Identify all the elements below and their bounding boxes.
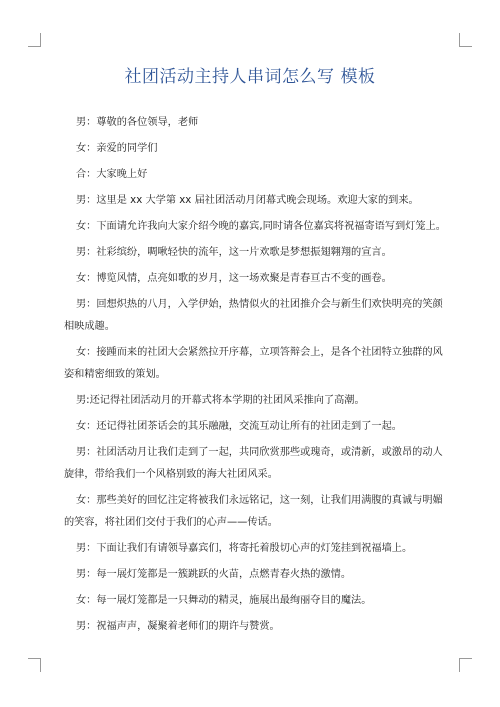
crop-mark-bottom-left xyxy=(40,658,41,672)
paragraph: 女：每一展灯笼都是一只舞动的精灵，施展出最绚丽夺目的魔法。 xyxy=(76,595,372,606)
paragraph: 女：接踵而来的社团大会紧然拉开序幕，立项答辩会上，是各个社团特立独群的风姿和精密细致的策划。 xyxy=(64,347,443,380)
crop-mark-bottom-right xyxy=(459,658,460,672)
paragraph: 女：亲爱的同学们 xyxy=(76,143,158,154)
crop-mark-top-right xyxy=(459,46,472,47)
document-title: 社团活动主持人串词怎么写 模板 xyxy=(124,67,376,87)
paragraph: 男：下面让我们有请领导嘉宾们，将寄托着殷切心声的灯笼挂到祝福墙上。 xyxy=(76,543,413,554)
paragraph: 男：祝福声声，凝聚着老师们的期许与赞赏。 xyxy=(76,621,280,632)
paragraph: 女：还记得社团茶话会的其乐融融，交流互动让所有的社团走到了一起。 xyxy=(76,421,402,432)
paragraph: 男：这里是 xx 大学第 xx 届社团活动月闭幕式晚会现场。欢迎大家的到来。 xyxy=(76,195,419,206)
paragraph: 男:还记得社团活动月的开幕式将本学期的社团风采推向了高潮。 xyxy=(76,395,365,406)
paragraph: 男：社团活动月让我们走到了一起，共同欣赏那些或瑰奇，或清新，或激昂的动人旋律，带给我们一个风格别致的海大社团风采。 xyxy=(64,447,443,480)
paragraph: 女：下面请允许我向大家介绍今晚的嘉宾,同时请各位嘉宾将祝福寄语写到灯笼上。 xyxy=(76,221,446,232)
paragraph: 女：博览风情，点亮如歌的岁月，这一场欢聚是青春亘古不变的画卷。 xyxy=(76,273,392,284)
crop-mark-top-left xyxy=(40,33,41,47)
paragraph: 男：每一展灯笼都是一簇跳跃的火苗，点燃青春火热的激情。 xyxy=(76,569,352,580)
paragraph: 男：社彩缤纷，啁啾轻快的流年，这一片欢歌是梦想振翅翱翔的宣言。 xyxy=(76,247,392,258)
paragraph: 女：那些美好的回忆注定将被我们永远铭记，这一刻，让我们用满腹的真诚与明媚的笑容，将社团们交付于我们的心声——传话。 xyxy=(64,495,443,528)
paragraph: 男：回想炽热的八月，入学伊始，热情似火的社团推介会与新生们欢快明亮的笑颜相映成趣。 xyxy=(64,299,443,332)
document-body xyxy=(64,112,448,642)
crop-mark-bottom-right xyxy=(459,658,472,659)
paragraph: 合：大家晚上好 xyxy=(76,169,148,180)
paragraph: 男：尊敬的各位领导，老师 xyxy=(76,117,199,128)
crop-mark-top-right xyxy=(459,33,460,47)
